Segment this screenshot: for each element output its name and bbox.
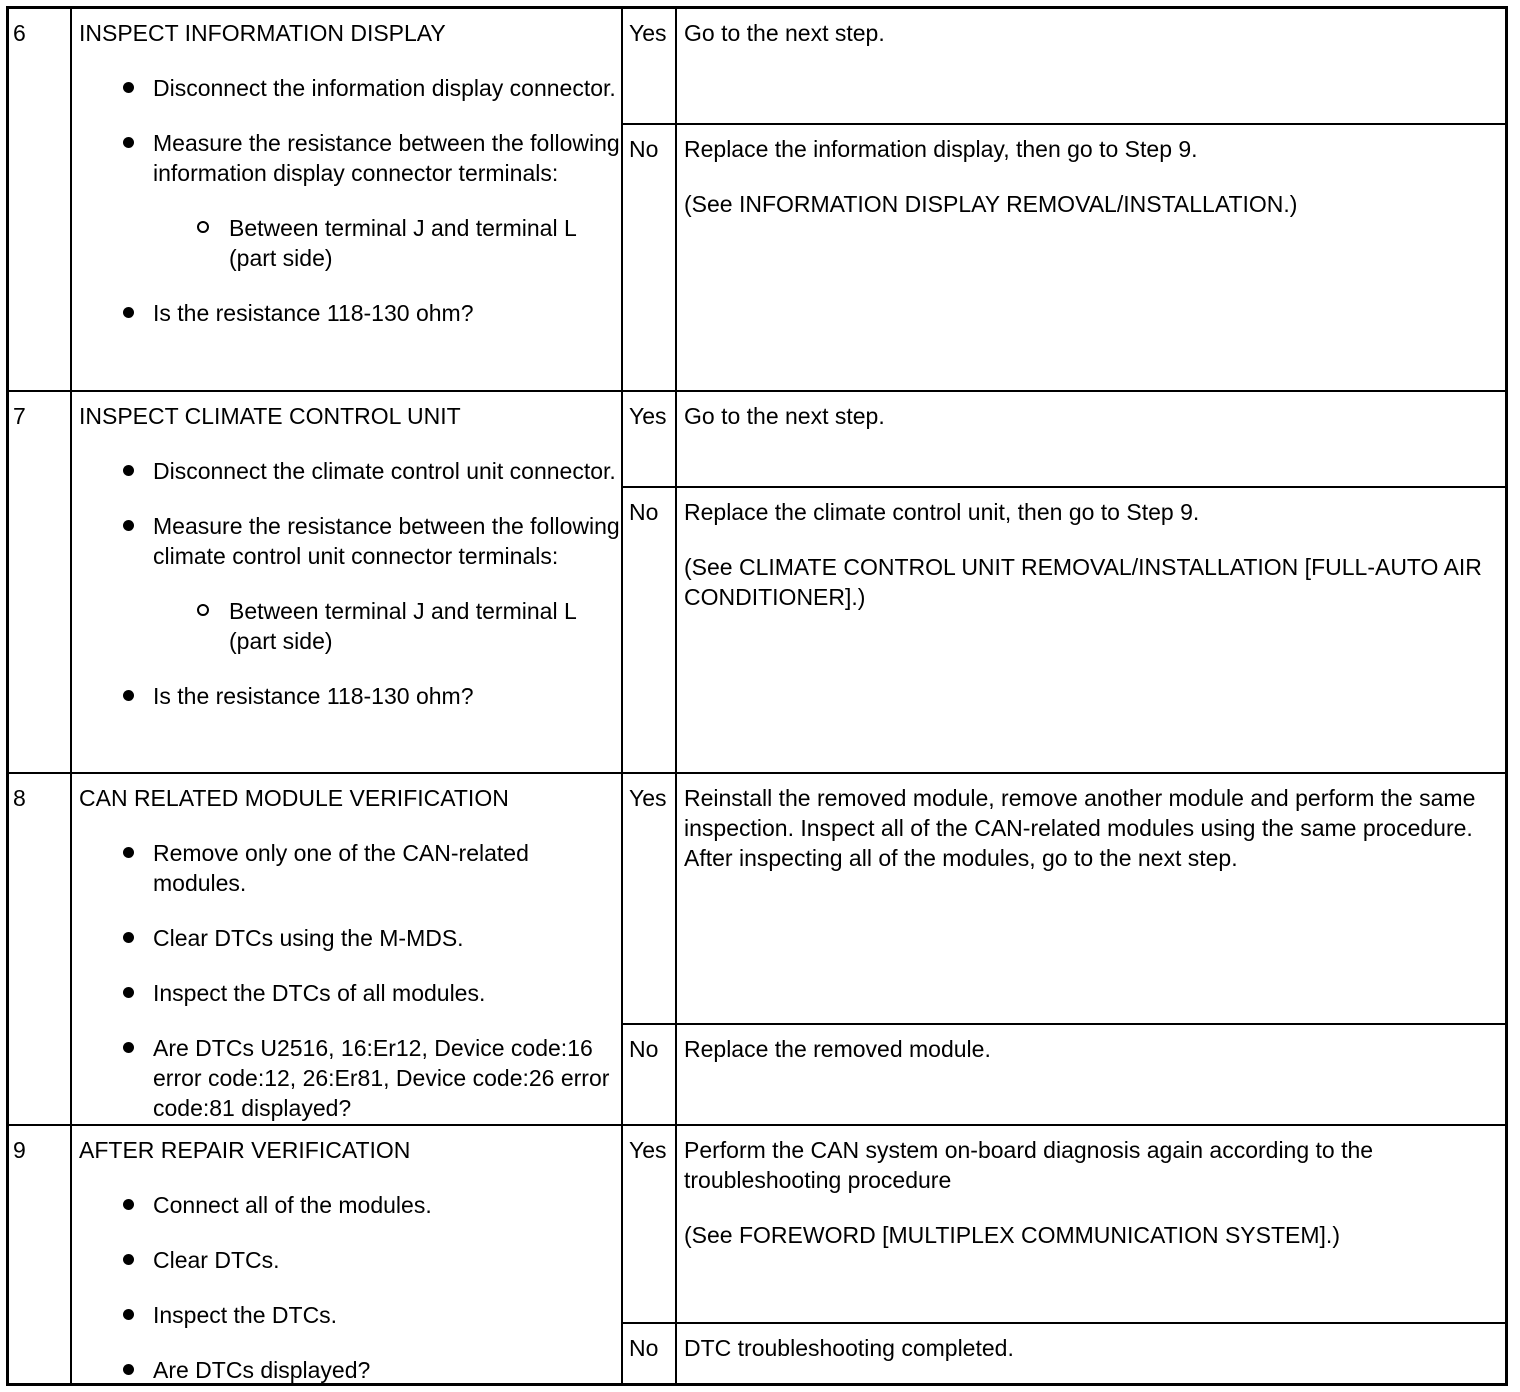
sub-action-item: Between terminal J and terminal L (part side) xyxy=(153,213,621,273)
step-row-6 xyxy=(9,9,1505,392)
action-item: Disconnect the climate control unit connector. xyxy=(79,456,621,486)
no-action xyxy=(677,125,1505,390)
sub-action-list xyxy=(153,213,621,273)
step-action-cell xyxy=(72,774,623,1124)
step-number: 8 xyxy=(9,774,72,1124)
result-yes xyxy=(623,1126,1505,1324)
step-row-8 xyxy=(9,774,1505,1126)
action-item: Clear DTCs using the M-MDS. xyxy=(79,923,621,953)
no-action-text: Replace the removed module. xyxy=(684,1036,991,1062)
yes-label: Yes xyxy=(623,392,677,486)
step-title: CAN RELATED MODULE VERIFICATION xyxy=(79,785,509,811)
no-action-text: DTC troubleshooting completed. xyxy=(684,1335,1014,1361)
action-list xyxy=(79,838,621,1123)
action-list xyxy=(79,456,621,711)
troubleshooting-table xyxy=(6,6,1508,1386)
action-item xyxy=(79,128,621,273)
cross-reference: (See FOREWORD [MULTIPLEX COMMUNICATION SYSTEM].) xyxy=(684,1222,1340,1248)
result-no xyxy=(623,1025,1505,1124)
step-row-7 xyxy=(9,392,1505,774)
step-number: 9 xyxy=(9,1126,72,1383)
yes-label: Yes xyxy=(623,9,677,123)
step-number: 7 xyxy=(9,392,72,772)
result-yes xyxy=(623,774,1505,1025)
action-item: Are DTCs displayed? xyxy=(79,1355,621,1385)
yes-action xyxy=(677,774,1505,1023)
yes-action xyxy=(677,1126,1505,1322)
result-no xyxy=(623,125,1505,390)
step-title: INSPECT CLIMATE CONTROL UNIT xyxy=(79,403,461,429)
action-item: Disconnect the information display connector. xyxy=(79,73,621,103)
action-item: Is the resistance 118-130 ohm? xyxy=(79,681,621,711)
action-item: Is the resistance 118-130 ohm? xyxy=(79,298,621,328)
action-item-text: Measure the resistance between the following climate control unit connector terminals: xyxy=(153,513,620,569)
no-action xyxy=(677,488,1505,772)
sub-action-item: Between terminal J and terminal L (part side) xyxy=(153,596,621,656)
result-yes xyxy=(623,392,1505,488)
action-item: Remove only one of the CAN-related modules. xyxy=(79,838,621,898)
no-label: No xyxy=(623,1025,677,1124)
yes-action xyxy=(677,9,1505,123)
yes-label: Yes xyxy=(623,1126,677,1322)
action-item: Are DTCs U2516, 16:Er12, Device code:16 error code:12, 26:Er81, Device code:26 error code:81 displayed? xyxy=(79,1033,621,1123)
sub-action-list xyxy=(153,596,621,656)
action-item xyxy=(79,511,621,656)
action-list xyxy=(79,73,621,328)
result-column xyxy=(623,392,1505,772)
result-yes xyxy=(623,9,1505,125)
yes-action-text: Go to the next step. xyxy=(684,403,885,429)
step-title: INSPECT INFORMATION DISPLAY xyxy=(79,20,446,46)
cross-reference: (See INFORMATION DISPLAY REMOVAL/INSTALLATION.) xyxy=(684,191,1298,217)
action-item: Clear DTCs. xyxy=(79,1245,621,1275)
step-title: AFTER REPAIR VERIFICATION xyxy=(79,1137,411,1163)
result-column xyxy=(623,774,1505,1124)
yes-label: Yes xyxy=(623,774,677,1023)
action-item-text: Measure the resistance between the following information display connector terminals: xyxy=(153,130,620,186)
action-item: Inspect the DTCs. xyxy=(79,1300,621,1330)
step-action-cell xyxy=(72,1126,623,1383)
no-action-text: Replace the climate control unit, then go to Step 9. xyxy=(684,499,1200,525)
cross-reference: (See CLIMATE CONTROL UNIT REMOVAL/INSTALLATION [FULL-AUTO AIR CONDITIONER].) xyxy=(684,554,1482,610)
no-action-text: Replace the information display, then go to Step 9. xyxy=(684,136,1198,162)
result-no xyxy=(623,488,1505,772)
step-row-9 xyxy=(9,1126,1505,1383)
action-item: Inspect the DTCs of all modules. xyxy=(79,978,621,1008)
yes-action xyxy=(677,392,1505,486)
no-action xyxy=(677,1324,1505,1383)
yes-action-text: Reinstall the removed module, remove another module and perform the same inspection. Inspect all of the CAN-related modules using the same procedure. After inspecting all of the modules, go to the next step. xyxy=(684,785,1476,871)
action-list xyxy=(79,1190,621,1385)
no-label: No xyxy=(623,125,677,390)
step-number: 6 xyxy=(9,9,72,390)
yes-action-text: Perform the CAN system on-board diagnosis again according to the troubleshooting procedure xyxy=(684,1137,1374,1193)
no-action xyxy=(677,1025,1505,1124)
result-column xyxy=(623,9,1505,390)
no-label: No xyxy=(623,488,677,772)
step-action-cell xyxy=(72,9,623,390)
action-item: Connect all of the modules. xyxy=(79,1190,621,1220)
no-label: No xyxy=(623,1324,677,1383)
yes-action-text: Go to the next step. xyxy=(684,20,885,46)
step-action-cell xyxy=(72,392,623,772)
result-column xyxy=(623,1126,1505,1383)
result-no xyxy=(623,1324,1505,1383)
